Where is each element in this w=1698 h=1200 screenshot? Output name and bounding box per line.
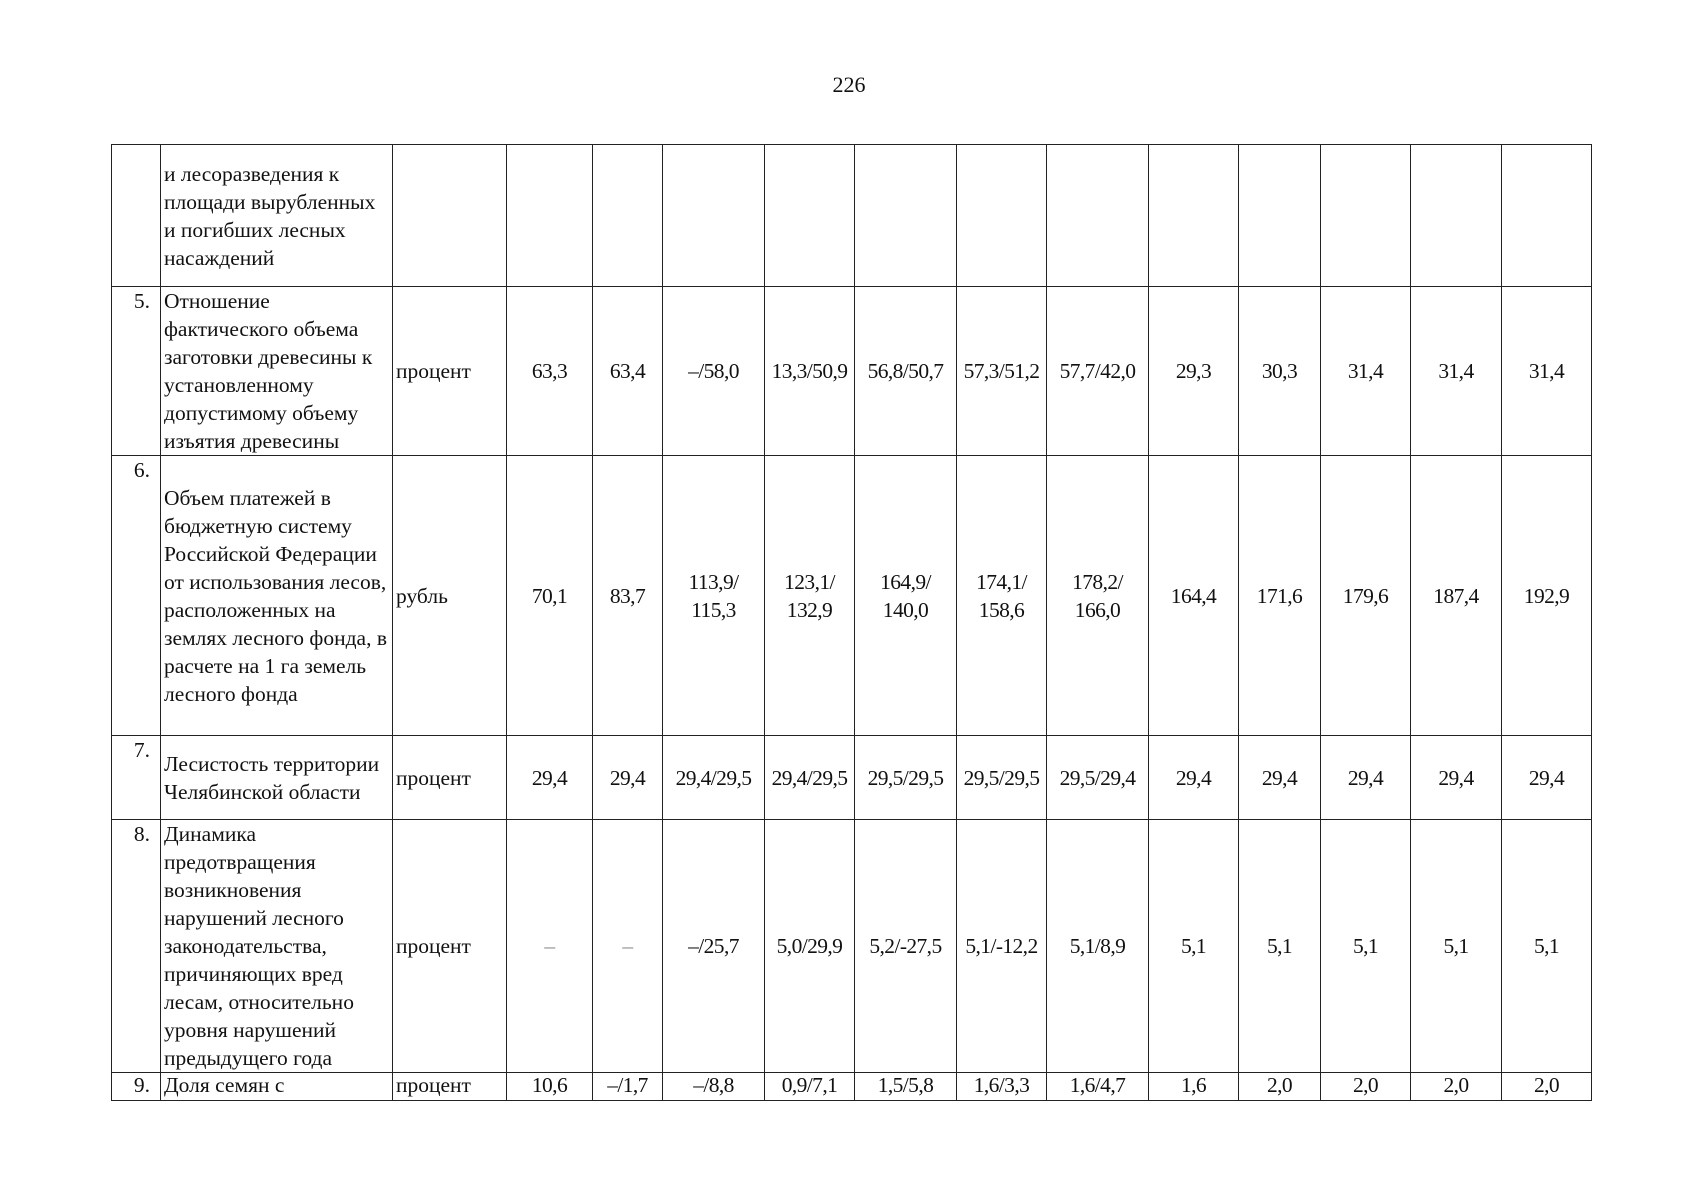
table-row <box>112 287 1592 456</box>
value-cell: 187,4 <box>1411 456 1502 736</box>
value-cell: 5,0/29,9 <box>765 820 855 1073</box>
unit-cell: процент <box>393 820 507 1073</box>
value-cell: 179,6 <box>1321 456 1411 736</box>
value-cell: 57,3/51,2 <box>957 287 1047 456</box>
value-cell: 31,4 <box>1411 287 1502 456</box>
value-cell: – <box>593 820 663 1073</box>
value-cell: –/58,0 <box>663 287 765 456</box>
value-cell: 29,4 <box>507 736 593 820</box>
value-cell <box>1321 145 1411 287</box>
indicator-name-cell: Динамика предотвращения возникновения нарушений лесного законодательства, причиняющих вред лесам, относительно уровня нарушений предыдущего года <box>161 820 393 1073</box>
value-cell: 56,8/50,7 <box>855 287 957 456</box>
value-cell: 5,1 <box>1411 820 1502 1073</box>
value-cell: 5,2/-27,5 <box>855 820 957 1073</box>
value-cell: 5,1 <box>1239 820 1321 1073</box>
value-cell <box>663 145 765 287</box>
value-cell: 29,4 <box>1502 736 1592 820</box>
value-cell: 13,3/50,9 <box>765 287 855 456</box>
indicator-name-cell: и лесоразведения к площади вырубленных и погибших лесных насаждений <box>161 145 393 287</box>
table-row <box>112 736 1592 820</box>
table-row <box>112 456 1592 736</box>
row-number-cell: 6. <box>112 456 161 736</box>
value-cell: 1,6/4,7 <box>1047 1073 1149 1101</box>
value-cell: 29,4 <box>1149 736 1239 820</box>
value-cell: 1,5/5,8 <box>855 1073 957 1101</box>
value-cell <box>1239 145 1321 287</box>
unit-cell: процент <box>393 736 507 820</box>
value-cell: 10,6 <box>507 1073 593 1101</box>
value-cell <box>1047 145 1149 287</box>
value-cell <box>957 145 1047 287</box>
value-cell: 1,6/3,3 <box>957 1073 1047 1101</box>
unit-cell: процент <box>393 1073 507 1101</box>
row-number-cell: 8. <box>112 820 161 1073</box>
value-cell: –/25,7 <box>663 820 765 1073</box>
value-cell: 30,3 <box>1239 287 1321 456</box>
value-cell: 5,1 <box>1321 820 1411 1073</box>
indicators-table <box>111 144 1592 1101</box>
value-cell: 63,3 <box>507 287 593 456</box>
row-number-cell: 9. <box>112 1073 161 1101</box>
value-cell: 5,1 <box>1149 820 1239 1073</box>
value-cell <box>855 145 957 287</box>
indicator-name-cell: Отношение фактического объема заготовки древесины к установленному допустимому объему изъятия древесины <box>161 287 393 456</box>
indicator-name-cell: Лесистость территории Челябинской области <box>161 736 393 820</box>
value-cell: 174,1/ 158,6 <box>957 456 1047 736</box>
value-cell: 171,6 <box>1239 456 1321 736</box>
value-cell: 164,9/ 140,0 <box>855 456 957 736</box>
value-cell: 29,3 <box>1149 287 1239 456</box>
value-cell: 29,4 <box>1321 736 1411 820</box>
value-cell: 29,5/29,5 <box>957 736 1047 820</box>
table-row <box>112 820 1592 1073</box>
value-cell: 31,4 <box>1502 287 1592 456</box>
row-number-cell <box>112 145 161 287</box>
page-number: 226 <box>832 72 866 97</box>
value-cell: 192,9 <box>1502 456 1592 736</box>
value-cell: 5,1/-12,2 <box>957 820 1047 1073</box>
value-cell: 29,4/29,5 <box>663 736 765 820</box>
value-cell: 5,1/8,9 <box>1047 820 1149 1073</box>
unit-cell <box>393 145 507 287</box>
row-number-cell: 5. <box>112 287 161 456</box>
value-cell: 29,5/29,5 <box>855 736 957 820</box>
table-row <box>112 1073 1592 1101</box>
value-cell: 29,4 <box>1411 736 1502 820</box>
value-cell: –/8,8 <box>663 1073 765 1101</box>
indicator-name-cell: Доля семян с <box>161 1073 393 1101</box>
value-cell: 2,0 <box>1502 1073 1592 1101</box>
unit-cell: процент <box>393 287 507 456</box>
indicator-name-cell: Объем платежей в бюджетную систему Российской Федерации от использования лесов, расположенных на землях лесного фонда, в расчете на 1 га земель лесного фонда <box>161 456 393 736</box>
value-cell <box>507 145 593 287</box>
table-row <box>112 145 1592 287</box>
value-cell <box>1149 145 1239 287</box>
row-number-cell: 7. <box>112 736 161 820</box>
value-cell: 2,0 <box>1321 1073 1411 1101</box>
unit-cell: рубль <box>393 456 507 736</box>
value-cell <box>1411 145 1502 287</box>
value-cell: 1,6 <box>1149 1073 1239 1101</box>
table-body <box>112 145 1592 1101</box>
value-cell: 63,4 <box>593 287 663 456</box>
value-cell: 83,7 <box>593 456 663 736</box>
value-cell: 5,1 <box>1502 820 1592 1073</box>
value-cell: 57,7/42,0 <box>1047 287 1149 456</box>
value-cell: – <box>507 820 593 1073</box>
value-cell: 113,9/ 115,3 <box>663 456 765 736</box>
value-cell: 29,4/29,5 <box>765 736 855 820</box>
value-cell <box>765 145 855 287</box>
value-cell: 164,4 <box>1149 456 1239 736</box>
value-cell: 178,2/ 166,0 <box>1047 456 1149 736</box>
value-cell: 0,9/7,1 <box>765 1073 855 1101</box>
value-cell: 70,1 <box>507 456 593 736</box>
value-cell <box>593 145 663 287</box>
value-cell: 2,0 <box>1239 1073 1321 1101</box>
value-cell: 29,5/29,4 <box>1047 736 1149 820</box>
value-cell: 31,4 <box>1321 287 1411 456</box>
value-cell: 29,4 <box>1239 736 1321 820</box>
value-cell: 123,1/ 132,9 <box>765 456 855 736</box>
value-cell <box>1502 145 1592 287</box>
value-cell: 2,0 <box>1411 1073 1502 1101</box>
value-cell: –/1,7 <box>593 1073 663 1101</box>
value-cell: 29,4 <box>593 736 663 820</box>
